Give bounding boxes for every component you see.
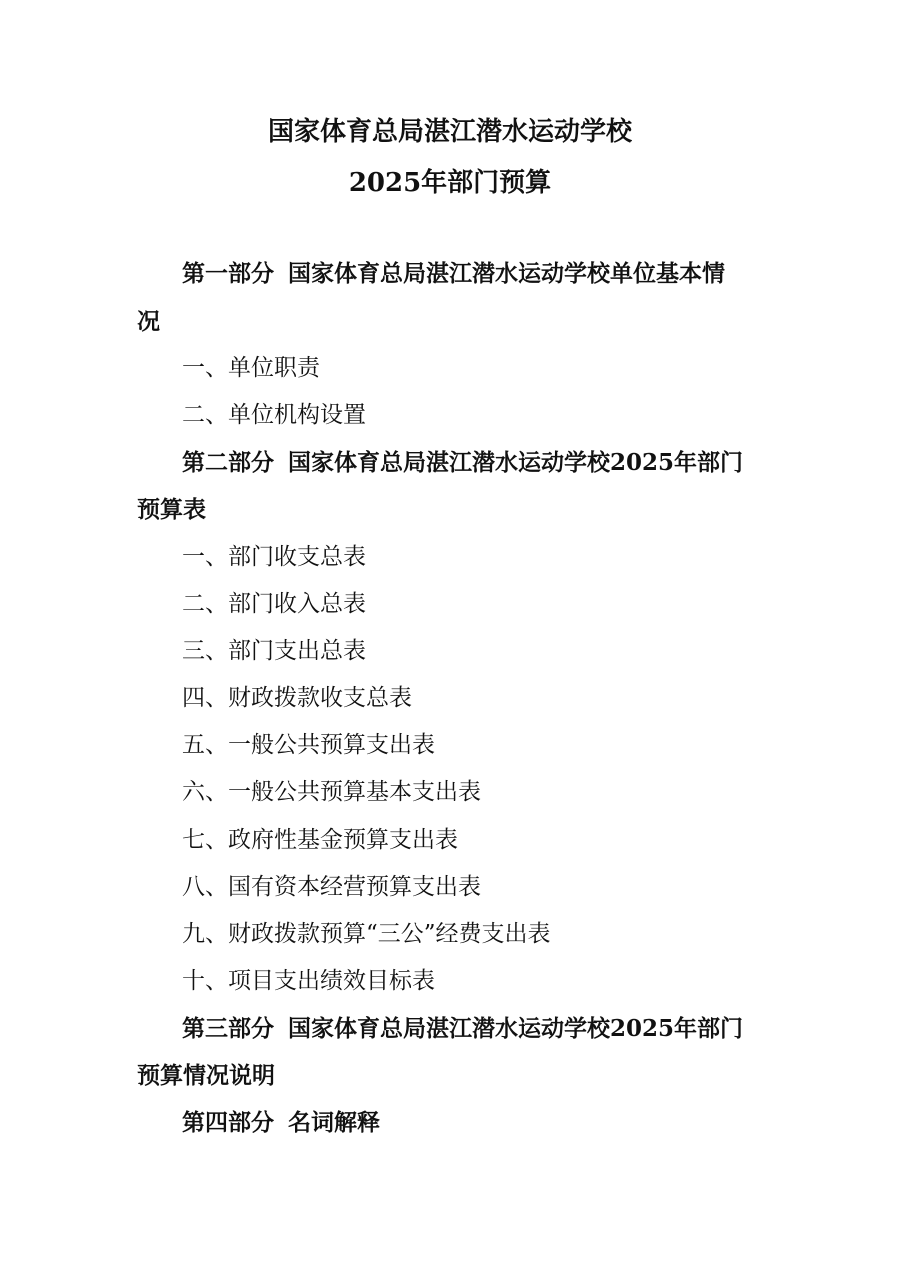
part1-heading-continued: 况 [137, 308, 160, 335]
part3-heading-continued: 预算情况说明 [137, 1062, 275, 1089]
part2-heading-continued: 预算表 [137, 496, 206, 523]
toc-item: 六、一般公共预算基本支出表 [182, 779, 481, 805]
toc-item: 九、财政拨款预算“三公”经费支出表 [182, 921, 551, 947]
document-title-line1: 国家体育总局湛江潜水运动学校 [267, 117, 632, 147]
toc-item: 七、政府性基金预算支出表 [182, 827, 458, 853]
part1-label: 第一部分 [182, 260, 274, 287]
part3-label: 第三部分 [182, 1015, 274, 1042]
toc-item: 二、部门收入总表 [182, 591, 366, 617]
document-title-line2: 2025年部门预算 [348, 168, 552, 198]
part1-heading [182, 260, 725, 288]
part1-title: 国家体育总局湛江潜水运动学校单位基本情 [288, 260, 725, 287]
part4-title: 名词解释 [288, 1109, 380, 1136]
part2-heading [182, 449, 743, 477]
toc-item: 一、单位职责 [182, 355, 320, 381]
part4-label: 第四部分 [182, 1109, 274, 1136]
toc-item: 四、财政拨款收支总表 [182, 685, 412, 711]
toc-item: 三、部门支出总表 [182, 638, 366, 664]
part3-title: 国家体育总局湛江潜水运动学校2025年部门 [288, 1015, 744, 1042]
toc-item: 二、单位机构设置 [182, 402, 366, 428]
toc-item: 一、部门收支总表 [182, 544, 366, 570]
toc-item: 八、国有资本经营预算支出表 [182, 874, 481, 900]
part4-heading [182, 1109, 380, 1137]
part2-label: 第二部分 [182, 449, 274, 476]
toc-item: 五、一般公共预算支出表 [182, 732, 435, 758]
part3-heading [182, 1015, 743, 1043]
part2-title: 国家体育总局湛江潜水运动学校2025年部门 [288, 449, 744, 476]
toc-item: 十、项目支出绩效目标表 [182, 968, 435, 994]
